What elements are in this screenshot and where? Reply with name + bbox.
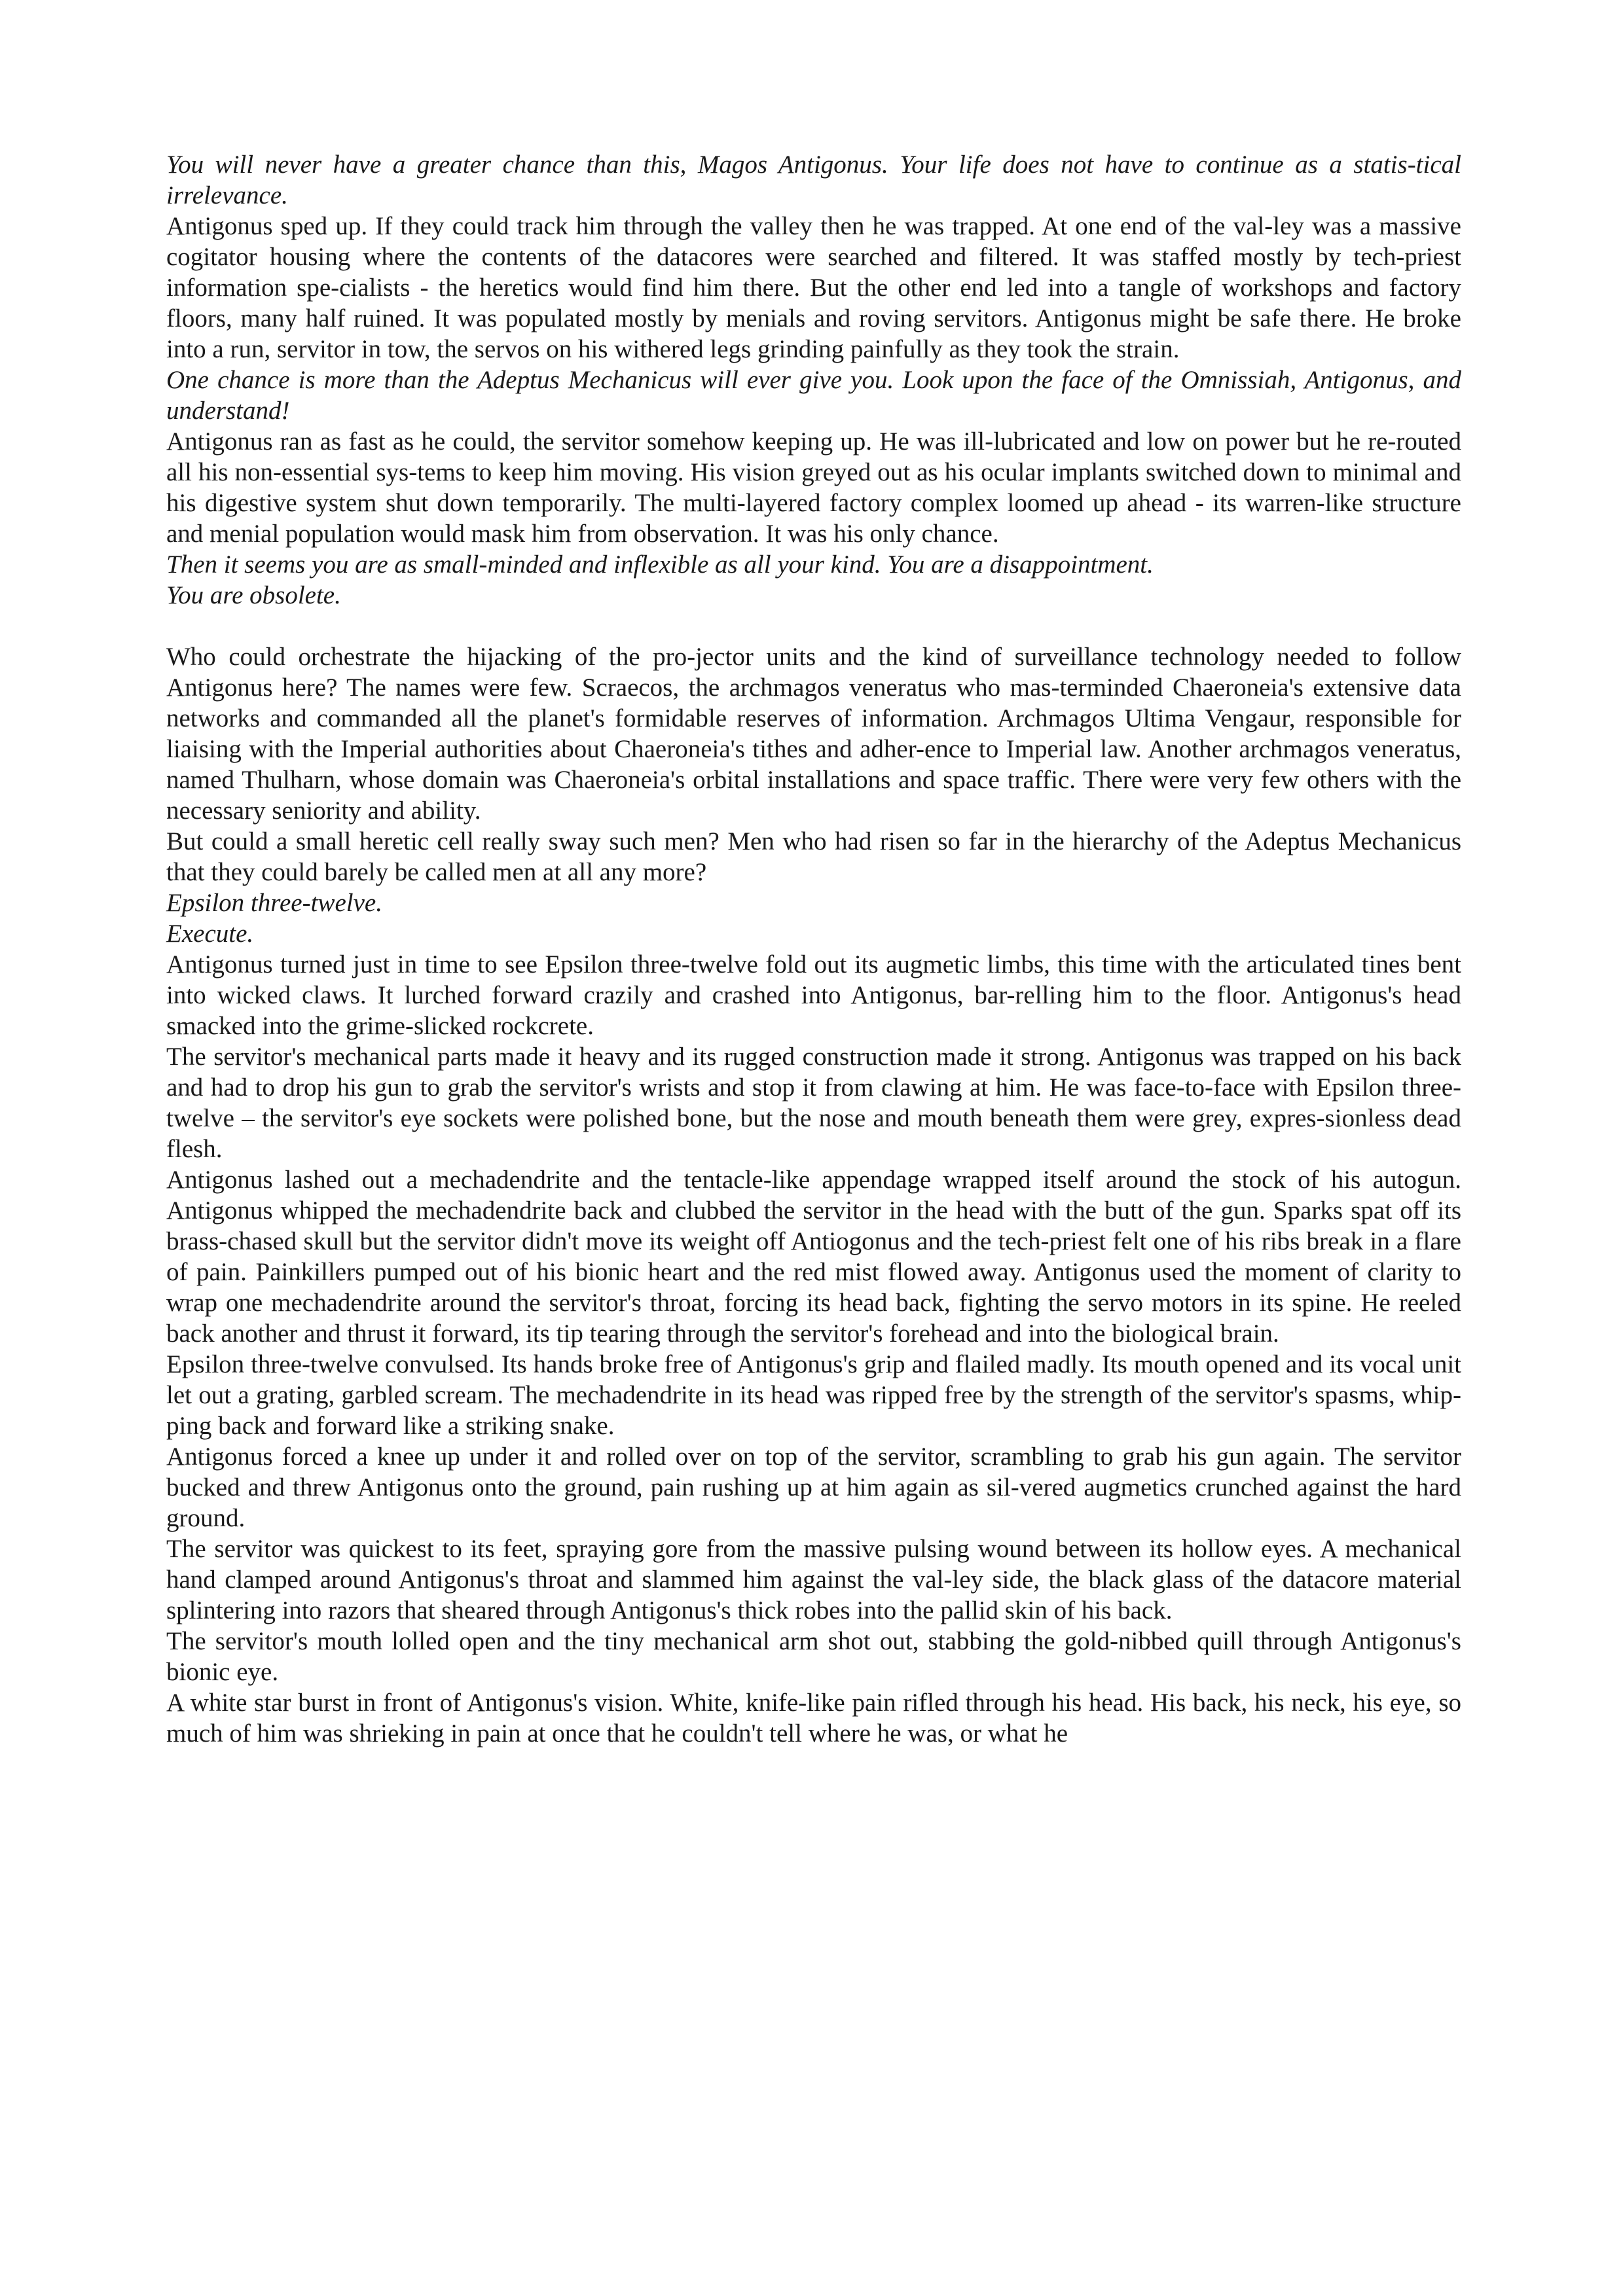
paragraph-italic: You are obsolete. — [166, 581, 341, 609]
paragraph: Antigonus lashed out a mechadendrite and the tentacle-like appendage wrapped itself around the stock of his autogun. Antigonus whipped the mechadendrite back and clubbed the servitor in the head with the butt of the gun. Sparks spat off its brass-chased skull but the servitor didn't move its weight off Antiogonus and the tech-priest felt one of his ribs break in a flare of pain. Painkillers pumped out of his bionic heart and the red mist flowed away. Antigonus used the moment of clarity to wrap one mechadendrite around the servitor's throat, forcing its head back, fighting the servo motors in its spine. He reeled back another and thrust it forward, its tip tearing through the servitor's forehead and into the biological brain. — [166, 1166, 1461, 1348]
paragraph: The servitor's mechanical parts made it heavy and its rugged construction made it strong. Antigonus was trapped on his back and had to drop his gun to grab the servitor's wrists and stop it from clawing at him. He was face-to-face with Epsilon three-twelve – the servitor's eye sockets were polished bone, but the nose and mouth beneath them were grey, expres-sionless dead flesh. — [166, 1043, 1461, 1163]
paragraph: Antigonus turned just in time to see Epsilon three-twelve fold out its augmetic limbs, this time with the articulated tines bent into wicked claws. It lurched forward crazily and crashed into Antigonus, bar-relling him to the floor. Antigonus's head smacked into the grime-slicked rockcrete. — [166, 950, 1461, 1040]
paragraph-italic: Epsilon three-twelve. — [166, 889, 382, 917]
page-body — [166, 149, 1461, 1749]
paragraph: Who could orchestrate the hijacking of the pro-jector units and the kind of surveillance technology needed to follow Antigonus here? The names were few. Scraecos, the archmagos veneratus who mas-terminded Chaeroneia's extensive data networks and commanded all the planet's formidable reserves of information. Archmagos Ultima Vengaur, responsible for liaising with the Imperial authorities about Chaeroneia's tithes and adher-ence to Imperial law. Another archmagos veneratus, named Thulharn, whose domain was Chaeroneia's orbital installations and space traffic. There were very few others with the necessary seniority and ability. — [166, 643, 1461, 825]
paragraph: Antigonus forced a knee up under it and rolled over on top of the servitor, scrambling to grab his gun again. The servitor bucked and threw Antigonus onto the ground, pain rushing up at him again as sil-vered augmetics crunched against the hard ground. — [166, 1443, 1461, 1532]
paragraph: Antigonus sped up. If they could track him through the valley then he was trapped. At one end of the val-ley was a massive cogitator housing where the contents of the datacores were searched and filtered. It was staffed mostly by tech-priest information spe-cialists - the heretics would find him there. But the other end led into a tangle of workshops and factory floors, many half ruined. It was populated mostly by menials and roving servitors. Antigonus might be safe there. He broke into a run, servitor in tow, the servos on his withered legs grinding painfully as they took the strain. — [166, 212, 1461, 363]
paragraph: A white star burst in front of Antigonus's vision. White, knife-like pain rifled through his head. His back, his neck, his eye, so much of him was shrieking in pain at once that he couldn't tell where he was, or what he — [166, 1689, 1461, 1748]
paragraph-italic: Execute. — [166, 920, 254, 948]
paragraph: Epsilon three-twelve convulsed. Its hands broke free of Antigonus's grip and flailed madly. Its mouth opened and its vocal unit let out a grating, garbled scream. The mechadendrite in its head was ripped free by the strength of the servitor's spasms, whip-ping back and forward like a striking snake. — [166, 1350, 1461, 1440]
paragraph: Antigonus ran as fast as he could, the servitor somehow keeping up. He was ill-lubricated and low on power but he re-routed all his non-essential sys-tems to keep him moving. His vision greyed out as his ocular implants switched down to minimal and his digestive system shut down temporarily. The multi-layered factory complex loomed up ahead - its warren-like structure and menial population would mask him from observation. It was his only chance. — [166, 427, 1461, 548]
paragraph: But could a small heretic cell really sway such men? Men who had risen so far in the hierarchy of the Adeptus Mechanicus that they could barely be called men at all any more? — [166, 827, 1461, 886]
paragraph-italic: Then it seems you are as small-minded and inflexible as all your kind. You are a disappointment. — [166, 550, 1154, 579]
paragraph: The servitor's mouth lolled open and the tiny mechanical arm shot out, stabbing the gold-nibbed quill through Antigonus's bionic eye. — [166, 1627, 1461, 1686]
paragraph-italic: You will never have a greater chance than this, Magos Antigonus. Your life does not have to continue as a statis-tical irrelevance. — [166, 151, 1461, 209]
paragraph: The servitor was quickest to its feet, spraying gore from the massive pulsing wound between its hollow eyes. A mechanical hand clamped around Antigonus's throat and slammed him against the val-ley side, the black glass of the datacore material splintering into razors that sheared through Antigonus's thick robes into the pallid skin of his back. — [166, 1535, 1461, 1624]
paragraph-italic: One chance is more than the Adeptus Mechanicus will ever give you. Look upon the face of the Omnissiah, Antigonus, and understand! — [166, 366, 1461, 425]
